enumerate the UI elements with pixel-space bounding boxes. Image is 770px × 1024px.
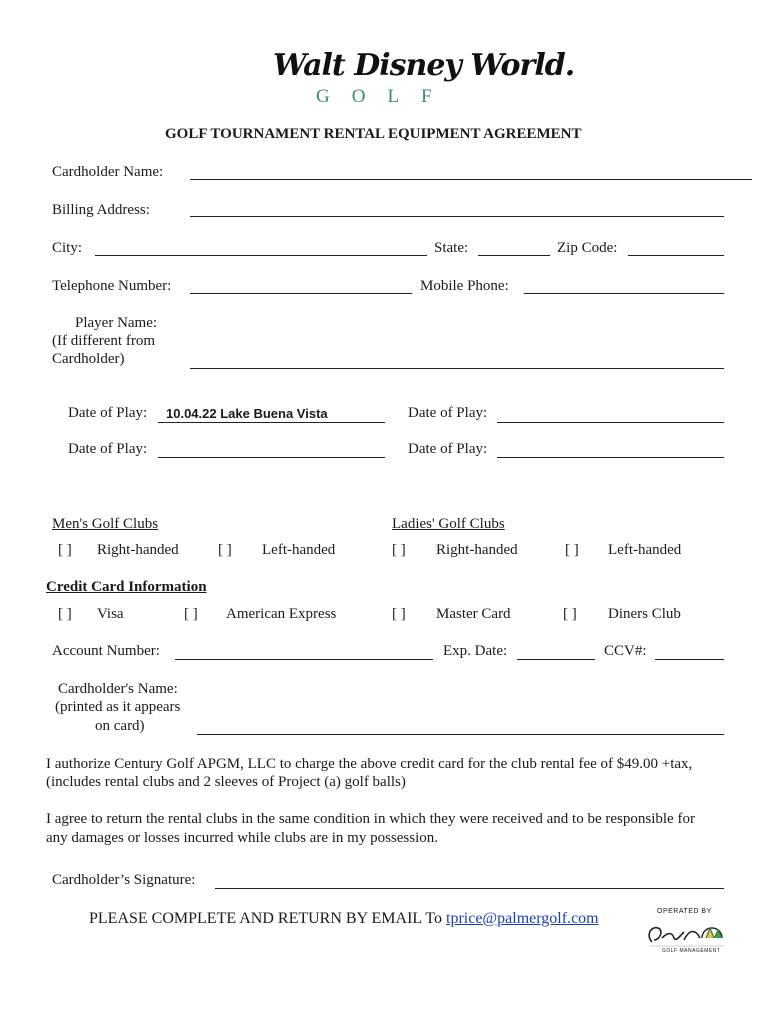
mens-right-checkbox[interactable]: [ ] <box>58 542 72 558</box>
printed-name-label: Cardholder's Name: <box>58 681 178 697</box>
palmer-signature-logo <box>644 918 726 952</box>
date-of-play-label-4: Date of Play: <box>408 441 488 457</box>
signature-label: Cardholder’s Signature: <box>52 872 196 888</box>
exp-date-field[interactable] <box>517 659 595 660</box>
mens-clubs-heading: Men's Golf Clubs <box>52 516 159 532</box>
telephone-field[interactable] <box>190 293 412 294</box>
return-instruction: PLEASE COMPLETE AND RETURN BY EMAIL To <box>89 910 442 927</box>
operated-by-text: OPERATED BY <box>657 908 712 915</box>
zip-field[interactable] <box>628 255 724 256</box>
golf-management-text: GOLF MANAGEMENT <box>662 948 721 954</box>
state-field[interactable] <box>478 255 550 256</box>
city-label: City: <box>52 240 83 256</box>
mobile-label: Mobile Phone: <box>420 278 509 294</box>
golf-logo-subtitle: GOLF <box>316 86 454 107</box>
walt-disney-world-logo: Walt Disney World. <box>273 48 575 83</box>
authorize-text-1: I authorize Century Golf APGM, LLC to charge the above credit card for the club rental fee of $49.00 +tax, <box>46 756 693 772</box>
ccv-field[interactable] <box>655 659 724 660</box>
mens-left-checkbox[interactable]: [ ] <box>218 542 232 558</box>
diners-checkbox[interactable]: [ ] <box>563 606 577 622</box>
account-number-field[interactable] <box>175 659 433 660</box>
date-of-play-field-3[interactable] <box>158 457 385 458</box>
date-of-play-label-1: Date of Play: <box>68 405 148 421</box>
telephone-label: Telephone Number: <box>52 278 172 294</box>
agree-text-1: I agree to return the rental clubs in the same condition in which they were received and to be responsible for <box>46 811 695 827</box>
ladies-clubs-heading: Ladies' Golf Clubs <box>392 516 505 532</box>
state-label: State: <box>434 240 469 256</box>
ladies-right-label: Right-handed <box>436 542 518 558</box>
printed-name-field[interactable] <box>197 734 724 735</box>
account-number-label: Account Number: <box>52 643 160 659</box>
date-of-play-label-2: Date of Play: <box>408 405 488 421</box>
player-name-label: Player Name: <box>75 315 158 331</box>
player-name-note-2: Cardholder) <box>52 351 125 367</box>
printed-name-note-2: on card) <box>95 718 145 734</box>
amex-checkbox[interactable]: [ ] <box>184 606 198 622</box>
date-of-play-value-1: 10.04.22 Lake Buena Vista <box>166 406 328 421</box>
ladies-right-checkbox[interactable]: [ ] <box>392 542 406 558</box>
ladies-left-checkbox[interactable]: [ ] <box>565 542 579 558</box>
form-title: GOLF TOURNAMENT RENTAL EQUIPMENT AGREEMENT <box>165 126 582 142</box>
ladies-left-label: Left-handed <box>608 542 682 558</box>
cardholder-name-label: Cardholder Name: <box>52 164 164 180</box>
printed-name-note: (printed as it appears <box>55 699 181 715</box>
signature-field[interactable] <box>215 888 724 889</box>
mens-left-label: Left-handed <box>262 542 336 558</box>
player-name-field[interactable] <box>190 368 724 369</box>
mastercard-label: Master Card <box>436 606 511 622</box>
visa-checkbox[interactable]: [ ] <box>58 606 72 622</box>
diners-label: Diners Club <box>608 606 681 622</box>
city-field[interactable] <box>95 255 427 256</box>
mens-right-label: Right-handed <box>97 542 179 558</box>
mastercard-checkbox[interactable]: [ ] <box>392 606 406 622</box>
date-of-play-field-2[interactable] <box>497 422 724 423</box>
date-of-play-field-1[interactable] <box>158 422 385 423</box>
billing-address-field[interactable] <box>190 216 724 217</box>
date-of-play-field-4[interactable] <box>497 457 724 458</box>
cardholder-name-field[interactable] <box>190 179 752 180</box>
agree-text-2: any damages or losses incurred while clubs are in my possession. <box>46 830 438 846</box>
exp-date-label: Exp. Date: <box>443 643 508 659</box>
credit-card-heading: Credit Card Information <box>46 579 207 595</box>
amex-label: American Express <box>226 606 337 622</box>
ccv-label: CCV#: <box>604 643 647 659</box>
email-link[interactable]: tprice@palmergolf.com <box>446 910 599 927</box>
mobile-field[interactable] <box>524 293 724 294</box>
date-of-play-label-3: Date of Play: <box>68 441 148 457</box>
authorize-text-2: (includes rental clubs and 2 sleeves of Project (a) golf balls) <box>46 774 406 790</box>
zip-label: Zip Code: <box>557 240 618 256</box>
billing-address-label: Billing Address: <box>52 202 150 218</box>
visa-label: Visa <box>97 606 124 622</box>
player-name-note: (If different from <box>52 333 156 349</box>
